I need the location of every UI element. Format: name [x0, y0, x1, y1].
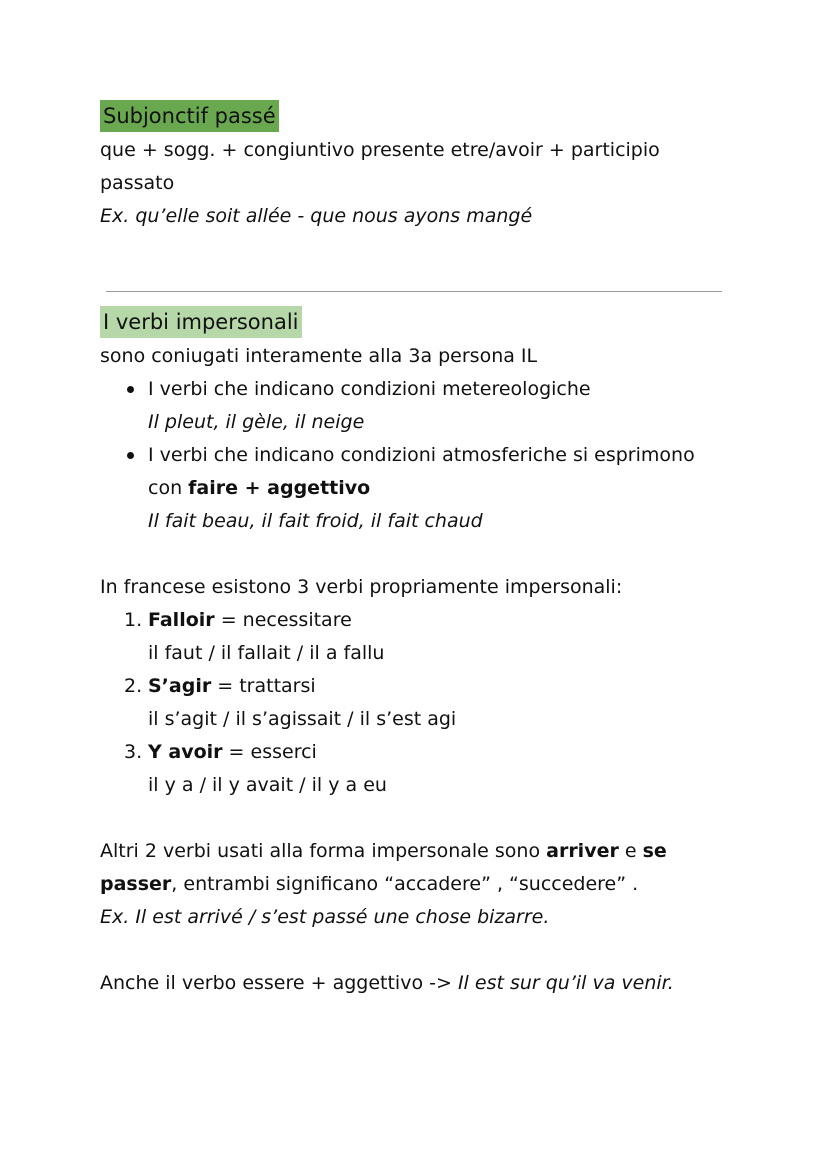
bullet-item: I verbi che indicano condizioni atmosferiche si esprimono: [100, 439, 760, 472]
bullet-example: Il fait beau, il fait froid, il fait chaud: [148, 510, 483, 532]
rule-line-1: que + sogg. + congiuntivo presente etre/avoir + participio: [100, 139, 660, 161]
bullet-item: I verbi che indicano condizioni metereologiche: [100, 373, 760, 406]
numbered-item: 1. Falloir = necessitare: [124, 609, 352, 631]
heading-verbi-impersonali: I verbi impersonali: [100, 306, 302, 338]
bullet-continuation: con faire + aggettivo: [148, 477, 371, 499]
heading-subjonctif-passe: Subjonctif passé: [100, 100, 279, 132]
anche-paragraph: Anche il verbo essere + aggettivo -> Il est sur qu’il va venir.: [100, 972, 674, 994]
altri-example: Ex. Il est arrivé / s’est passé une chose bizarre.: [100, 906, 550, 928]
rule-line-2: passato: [100, 172, 175, 194]
numbered-forms: il s’agit / il s’agissait / il s’est agi: [148, 708, 457, 730]
intro-text: sono coniugati interamente alla 3a persona IL: [100, 345, 538, 367]
bullet-example: Il pleut, il gèle, il neige: [148, 411, 365, 433]
altri-verbi-continuation: passer, entrambi significano “accadere” , “succedere” .: [100, 873, 639, 895]
bullet-dot-icon: [127, 452, 134, 459]
numbered-forms: il faut / il fallait / il a fallu: [148, 642, 385, 664]
section-subjonctif: [100, 100, 740, 233]
numbered-item: 2. S’agir = trattarsi: [124, 675, 316, 697]
numbered-forms: il y a / il y avait / il y a eu: [148, 774, 387, 796]
bullet-dot-icon: [127, 386, 134, 393]
section-verbi-impersonali: [100, 306, 760, 1000]
horizontal-divider: [106, 291, 722, 292]
numbered-item: 3. Y avoir = esserci: [124, 741, 317, 763]
example-subjonctif: Ex. qu’elle soit allée - que nous ayons mangé: [100, 205, 533, 227]
altri-verbi-paragraph: Altri 2 verbi usati alla forma impersonale sono arriver e se: [100, 840, 667, 862]
list-intro: In francese esistono 3 verbi propriamente impersonali:: [100, 576, 623, 598]
